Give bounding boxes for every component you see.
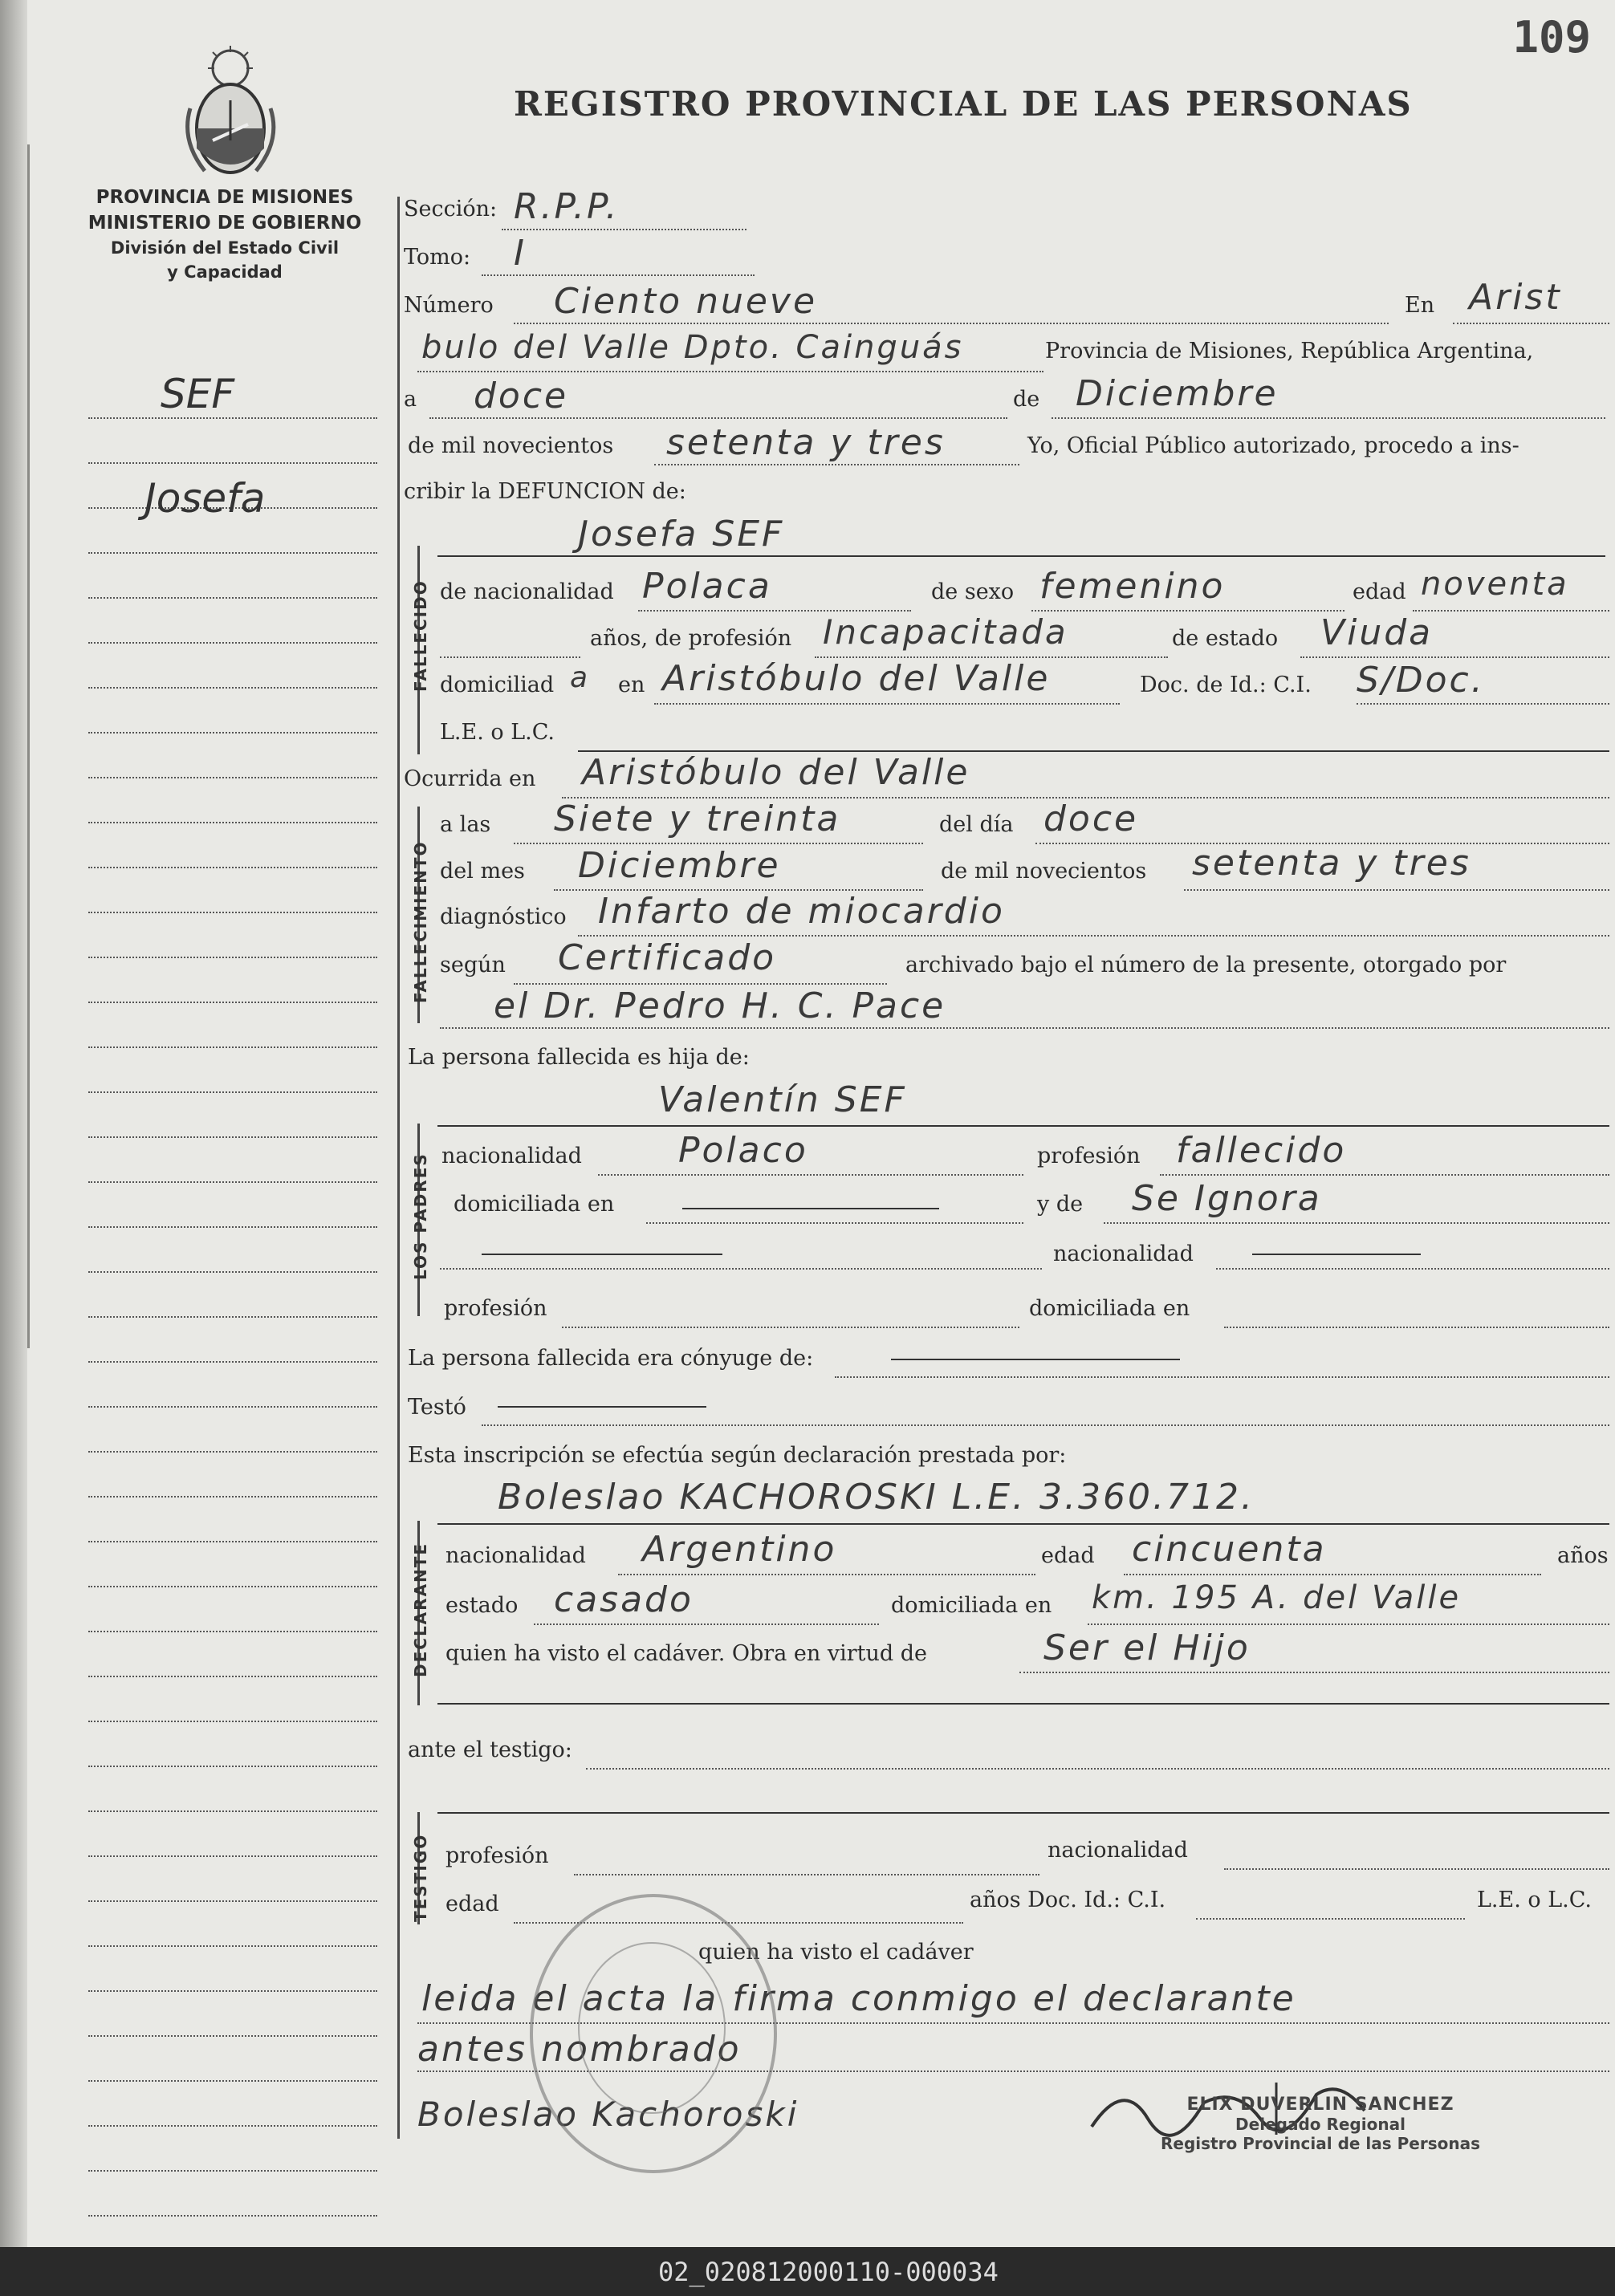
doctor-line	[440, 1027, 1609, 1029]
margin-rule	[88, 1451, 377, 1453]
testigo-le-label: L.E. o L.C.	[1477, 1888, 1593, 1912]
margin-rule	[88, 732, 377, 734]
fallecido-anos-line	[440, 656, 580, 658]
fallecido-profesion-value: Incapacitada	[823, 612, 1068, 652]
archivado-text: archivado bajo el número de la presente, otorgado por	[905, 953, 1507, 977]
binding-edge	[0, 0, 27, 2247]
fallecido-estado-line	[1300, 656, 1609, 658]
fallecido-estado-value: Viuda	[1320, 612, 1434, 653]
segun-value: Certificado	[558, 937, 777, 978]
tomo-value: I	[514, 233, 527, 274]
fallecimiento-section-label: FALLECIMIENTO	[411, 840, 430, 1003]
testigo-profesion-label: profesión	[445, 1843, 549, 1868]
division-name: División del Estado Civil	[110, 238, 340, 258]
margin-rule	[88, 867, 377, 868]
madre-extra-line	[440, 1268, 1042, 1270]
madre-domiciliada-line	[1224, 1327, 1609, 1328]
yde-label: y de	[1037, 1192, 1084, 1217]
madre-value: Se Ignora	[1132, 1178, 1322, 1219]
margin-rule	[88, 1496, 377, 1497]
conyuge-label: La persona fallecida era cónyuge de:	[408, 1346, 814, 1371]
fall-mes-value: Diciembre	[578, 845, 781, 886]
margin-rule	[88, 1002, 377, 1003]
madre-profesion-label: profesión	[444, 1296, 547, 1321]
page-number: 109	[1512, 12, 1591, 63]
mil-label: de mil novecientos	[408, 433, 614, 458]
fall-anio-value: setenta y tres	[1192, 843, 1471, 884]
seccion-value: R.P.P.	[514, 186, 620, 227]
diagnostico-line	[578, 935, 1609, 937]
padre-domiciliada-dash	[682, 1208, 939, 1209]
fallecido-domicilio-value: Aristóbulo del Valle	[662, 658, 1051, 699]
coat-of-arms-icon	[181, 44, 281, 181]
margin-rule	[88, 1766, 377, 1767]
margin-rule	[88, 417, 377, 419]
official-seal-inner	[578, 1942, 726, 2114]
hora-line	[514, 843, 923, 844]
margin-rule	[88, 462, 377, 464]
declarante-nacionalidad-value: Argentino	[642, 1529, 837, 1570]
doctor-value: el Dr. Pedro H. C. Pace	[494, 985, 946, 1026]
padres-section-label: LOS PADRES	[411, 1152, 430, 1280]
declarante-domicilio-line	[1088, 1623, 1609, 1625]
testigo-ante-line	[586, 1768, 1609, 1770]
tomo-line	[482, 274, 755, 276]
segun-label: según	[440, 953, 506, 977]
declarante-estado-line	[534, 1623, 879, 1625]
official-stamp	[1112, 2095, 1529, 2153]
padre-domiciliada-label: domiciliada en	[454, 1192, 615, 1217]
declarante-edad-line	[1124, 1574, 1541, 1575]
margin-rule	[88, 957, 377, 958]
margin-rule	[88, 1586, 377, 1587]
margin-rule	[88, 1316, 377, 1318]
en-line	[1453, 323, 1609, 324]
fallecido-edad-value: noventa	[1421, 566, 1569, 603]
fallecido-sexo-label: de sexo	[931, 579, 1015, 604]
fallecido-estado-label: de estado	[1172, 626, 1279, 651]
padre-name-line	[437, 1125, 1609, 1127]
testigo-edad-label: edad	[445, 1892, 499, 1916]
mes-value: Diciembre	[1076, 373, 1279, 414]
fallecido-section-label: FALLECIDO	[411, 579, 430, 692]
margin-rule	[88, 1541, 377, 1542]
declarante-edad-label: edad	[1041, 1543, 1095, 1568]
margin-rule	[88, 642, 377, 644]
margin-rule	[88, 1226, 377, 1228]
tomo-label: Tomo:	[404, 245, 471, 270]
column-separator	[397, 197, 400, 2139]
madre-nacionalidad-dash	[1252, 1254, 1421, 1255]
margin-rule	[88, 2170, 377, 2172]
madre-nacionalidad-line	[1216, 1268, 1609, 1270]
testo-line	[482, 1424, 1609, 1426]
padre-nacionalidad-line	[598, 1174, 1023, 1176]
declarante-end-line	[437, 1703, 1609, 1705]
margin-rule	[88, 2035, 377, 2037]
numero-label: Número	[404, 293, 494, 318]
ocurrida-label: Ocurrida en	[404, 766, 536, 791]
margin-rule	[88, 822, 377, 823]
margin-rule	[88, 1406, 377, 1408]
mes-line	[1052, 417, 1605, 419]
hora-label: a las	[440, 812, 491, 837]
margin-rule	[88, 1855, 377, 1857]
fall-dia-value: doce	[1043, 799, 1139, 839]
padre-profesion-line	[1160, 1174, 1609, 1176]
seccion-line	[502, 229, 746, 230]
fallecido-nacionalidad-label: de nacionalidad	[440, 579, 614, 604]
fallecido-sexo-line	[1031, 610, 1344, 612]
fallecido-doc-value: S/Doc.	[1357, 660, 1485, 701]
conyuge-line	[835, 1376, 1609, 1378]
declarante-intro: Esta inscripción se efectúa según declaración prestada por:	[408, 1443, 1067, 1468]
margin-rule	[88, 2215, 377, 2217]
place-cont-value: bulo del Valle Dpto. Cainguás	[421, 329, 964, 366]
fallecido-name-value: Josefa SEF	[578, 514, 785, 555]
fall-anio-line	[1184, 889, 1609, 891]
numero-value: Ciento nueve	[554, 281, 818, 322]
margin-rule	[88, 912, 377, 913]
footer-id: 02_020812000110-000034	[658, 2257, 999, 2287]
margin-rule	[88, 597, 377, 599]
margin-rule	[88, 2125, 377, 2127]
fallecido-doc-label: Doc. de Id.: C.I.	[1140, 673, 1312, 697]
testigo-section-label: TESTIGO	[411, 1833, 430, 1922]
madre-domiciliada-label: domiciliada en	[1029, 1296, 1190, 1321]
fallecido-edad-line	[1413, 610, 1609, 612]
declarante-virtud-value: Ser el Hijo	[1043, 1628, 1251, 1668]
fallecido-anos-label: años, de profesión	[590, 626, 792, 651]
ministry-name: MINISTERIO DE GOBIERNO	[87, 213, 362, 234]
declarante-name-value: Boleslao KACHOROSKI L.E. 3.360.712.	[498, 1477, 1255, 1518]
fallecido-sexo-value: femenino	[1039, 566, 1226, 607]
margin-rule	[88, 1136, 377, 1138]
a-label: a	[404, 387, 417, 412]
seccion-label: Sección:	[404, 197, 498, 221]
declarante-domiciliada-label: domiciliada en	[891, 1593, 1052, 1618]
testigo-nacionalidad-label: nacionalidad	[1048, 1838, 1188, 1863]
padre-profesion-label: profesión	[1037, 1144, 1141, 1168]
margin-rule	[88, 1721, 377, 1722]
declarante-estado-label: estado	[445, 1593, 519, 1618]
margin-rule	[88, 1181, 377, 1183]
testo-dash	[498, 1406, 706, 1408]
fallecido-domicilio-line	[654, 703, 1120, 705]
declarante-section-label: DECLARANTE	[411, 1542, 430, 1677]
cribir-text: cribir la DEFUNCION de:	[404, 479, 686, 504]
fallecido-edad-label: edad	[1353, 579, 1406, 604]
declarante-domicilio-value: km. 195 A. del Valle	[1092, 1579, 1462, 1616]
fall-mil-label: de mil novecientos	[941, 859, 1147, 884]
mes-label: del mes	[440, 859, 525, 884]
official-title: Delegado Regional	[1235, 2115, 1405, 2134]
ocurrida-value: Aristóbulo del Valle	[582, 752, 970, 793]
numero-line	[514, 323, 1389, 324]
fallecido-le-label: L.E. o L.C.	[440, 720, 555, 745]
margin-surname: SEF	[161, 371, 235, 417]
madre-profesion-line	[562, 1327, 1019, 1328]
fallecido-nacionalidad-line	[638, 610, 911, 612]
issuer-header	[64, 185, 385, 284]
testigo-anos-doc-label: años Doc. Id.: C.I.	[970, 1888, 1166, 1912]
padre-nacionalidad-value: Polaco	[678, 1130, 808, 1171]
madre-nacionalidad-label: nacionalidad	[1053, 1241, 1194, 1266]
place-line	[417, 371, 1043, 372]
padre-domiciliada-line	[646, 1222, 1023, 1224]
testo-label: Testó	[408, 1395, 466, 1420]
provincia-text: Provincia de Misiones, República Argentina,	[1045, 339, 1534, 364]
footer-bar	[0, 2247, 1615, 2296]
testigo-ante-label: ante el testigo:	[408, 1737, 572, 1762]
margin-rule	[88, 1631, 377, 1632]
testigo-name-line	[437, 1812, 1609, 1814]
fallecido-en-label: en	[618, 673, 645, 697]
official-office: Registro Provincial de las Personas	[1160, 2134, 1481, 2153]
official-name: ELIX DUVERLIN SANCHEZ	[1186, 2095, 1454, 2115]
margin-rule	[88, 2080, 377, 2082]
margin-rule	[88, 1900, 377, 1902]
hija-text: La persona fallecida es hija de:	[408, 1045, 750, 1070]
madre-line	[1104, 1222, 1609, 1224]
dia-value: doce	[474, 376, 569, 417]
testigo-profesion-line	[574, 1874, 1039, 1875]
margin-given-name: Josefa	[144, 475, 266, 522]
dia-line	[429, 417, 1007, 419]
margin-rule	[88, 1361, 377, 1363]
padre-nacionalidad-label: nacionalidad	[441, 1144, 582, 1168]
padre-profesion-value: fallecido	[1176, 1130, 1347, 1171]
testigo-ci-line	[1196, 1918, 1465, 1920]
declarante-virtud-line	[1019, 1672, 1609, 1673]
declarante-estado-value: casado	[554, 1579, 694, 1620]
declarante-nacionalidad-label: nacionalidad	[445, 1543, 586, 1568]
margin-rule	[88, 1810, 377, 1812]
fallecido-domiciliado-suffix: a	[570, 661, 591, 694]
fallecido-nacionalidad-value: Polaca	[642, 566, 772, 607]
margin-rule	[88, 1091, 377, 1093]
margin-rule	[88, 1046, 377, 1048]
margin-rule	[88, 1271, 377, 1273]
conyuge-dash	[891, 1359, 1180, 1360]
testigo-quien-text: quien ha visto el cadáver	[698, 1940, 974, 1965]
diagnostico-label: diagnóstico	[440, 904, 567, 929]
declarante-edad-value: cincuenta	[1132, 1529, 1327, 1570]
anio-line	[654, 464, 1019, 465]
fallecido-domiciliado-label: domiciliad	[440, 673, 555, 697]
anio-value: setenta y tres	[666, 422, 946, 463]
segun-line	[514, 983, 887, 985]
declarante-anos-label: años	[1557, 1543, 1609, 1568]
declarante-quien-text: quien ha visto el cadáver. Obra en virtud de	[445, 1641, 928, 1666]
margin-rule	[88, 1990, 377, 1992]
en-label: En	[1405, 293, 1435, 318]
margin-rule	[88, 1676, 377, 1677]
dia-label: del día	[939, 812, 1014, 837]
madre-extra-dash	[482, 1254, 722, 1255]
margin-rule	[88, 1945, 377, 1947]
declarante-name-line	[437, 1523, 1609, 1525]
de-label: de	[1013, 387, 1040, 412]
province-name: PROVINCIA DE MISIONES	[96, 187, 354, 208]
padre-value: Valentín SEF	[658, 1079, 907, 1120]
oficial-text: Yo, Oficial Público autorizado, procedo a ins-	[1027, 433, 1519, 458]
diagnostico-value: Infarto de miocardio	[598, 891, 1005, 932]
en-value: Arist	[1469, 277, 1562, 318]
fallecido-doc-line	[1357, 703, 1609, 705]
declarant-signature: Boleslao Kachoroski	[417, 2095, 799, 2134]
binding-line	[27, 144, 30, 1348]
document-title: REGISTRO PROVINCIAL DE LAS PERSONAS	[514, 84, 1413, 124]
closing-text-1: leida el acta la firma conmigo el declarante	[421, 1978, 1296, 2019]
fallecido-name-line	[437, 555, 1605, 557]
declarante-nacionalidad-line	[618, 1574, 1035, 1575]
hora-value: Siete y treinta	[554, 799, 841, 839]
division-subname: y Capacidad	[167, 262, 283, 282]
margin-rule	[88, 552, 377, 554]
margin-rule	[88, 687, 377, 689]
margin-rule	[88, 777, 377, 778]
closing-text-2: antes nombrado	[417, 2029, 742, 2070]
testigo-nacionalidad-line	[1224, 1868, 1609, 1870]
